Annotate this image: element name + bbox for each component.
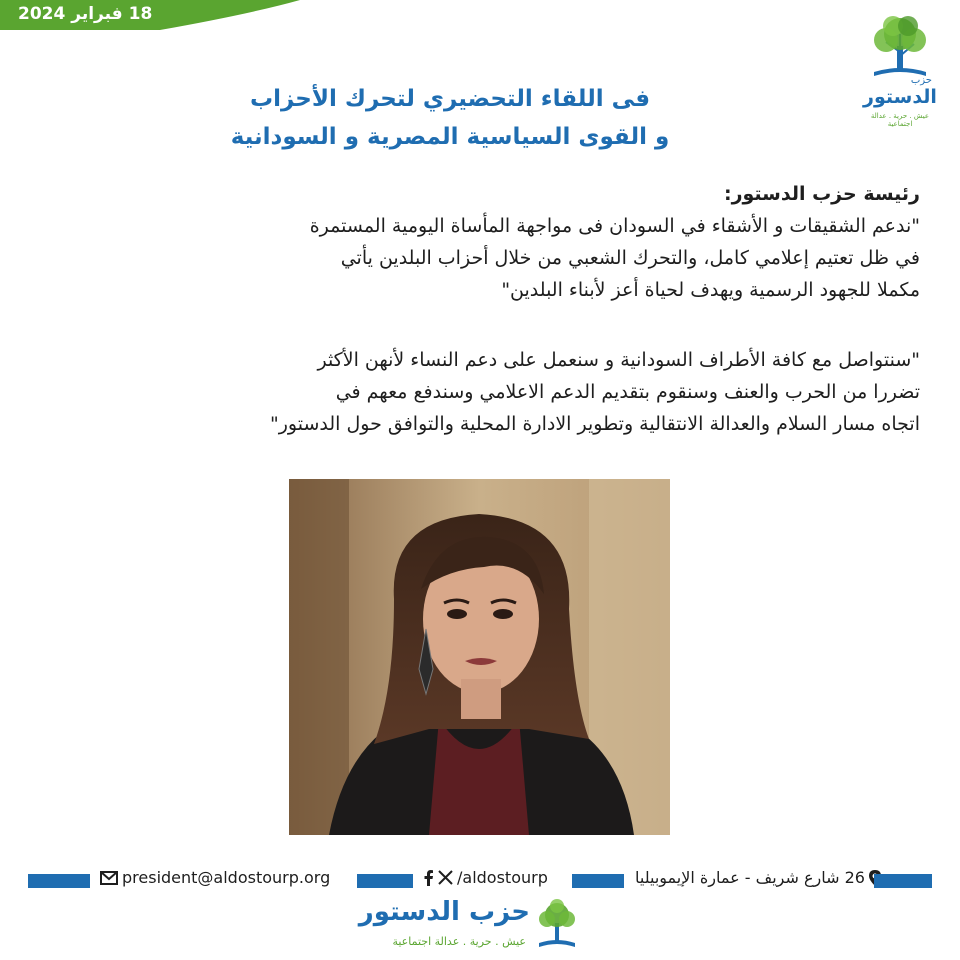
footer-bar-right — [874, 874, 932, 888]
quote-paragraph-1 — [40, 210, 920, 306]
footer-social[interactable] — [422, 868, 548, 887]
footer-bar-mid-1 — [357, 874, 413, 888]
quote-1-line-2: في ظل تعتيم إعلامي كامل، والتحرك الشعبي من خلال أحزاب البلدين يأتي — [340, 247, 920, 269]
footer-email[interactable] — [100, 868, 330, 887]
tree-icon — [534, 897, 580, 951]
social-handle: /aldostourp — [457, 868, 548, 887]
x-twitter-icon — [438, 870, 453, 885]
quote-2-line-2: تضررا من الحرب والعنف وسنقوم بتقديم الدعم الاعلامي وسندفع معهم في — [335, 381, 920, 403]
logo-top-small-word: حزب — [910, 75, 932, 86]
post-date: 18 فبراير 2024 — [18, 4, 153, 24]
portrait-illustration — [289, 479, 670, 835]
headline-line-1: فى اللقاء التحضيري لتحرك الأحزاب — [249, 86, 651, 112]
speaker-title: رئيسة حزب الدستور: — [723, 183, 920, 205]
logo-top-name: الدستور — [863, 86, 937, 108]
email-text: president@aldostourp.org — [122, 868, 331, 887]
quote-1-line-3: مكملا للجهود الرسمية ويهدف لحياة أعز لأبناء البلدين" — [501, 279, 920, 301]
envelope-icon — [100, 871, 118, 885]
tree-icon — [860, 12, 940, 82]
quote-paragraph-2 — [40, 344, 920, 440]
footer-bar-mid-2 — [572, 874, 624, 888]
party-logo-bottom — [340, 895, 580, 955]
logo-top-slogan: عيش . حرية . عدالة اجتماعية — [870, 112, 930, 128]
logo-bottom-slogan: عيش . حرية . عدالة اجتماعية — [392, 935, 526, 948]
party-logo-top — [860, 12, 940, 127]
quote-2-line-3: اتجاه مسار السلام والعدالة الانتقالية وتطوير الادارة المحلية والتوافق حول الدستور" — [270, 413, 920, 435]
footer-address — [635, 868, 881, 887]
footer-bar-left — [28, 874, 90, 888]
headline-line-2: و القوى السياسية المصرية و السودانية — [230, 124, 670, 150]
logo-bottom-name: حزب الدستور — [358, 897, 530, 927]
quote-2-line-1: "سنتواصل مع كافة الأطراف السودانية و سنعمل على دعم النساء لأنهن الأكثر — [317, 349, 920, 371]
portrait-photo — [289, 479, 670, 835]
facebook-icon — [422, 870, 434, 886]
address-text: 26 شارع شريف - عمارة الإيموبيليا — [635, 868, 865, 887]
quote-1-line-1: "ندعم الشقيقات و الأشقاء في السودان فى مواجهة المأساة اليومية المستمرة — [309, 215, 920, 237]
date-banner — [0, 0, 300, 30]
